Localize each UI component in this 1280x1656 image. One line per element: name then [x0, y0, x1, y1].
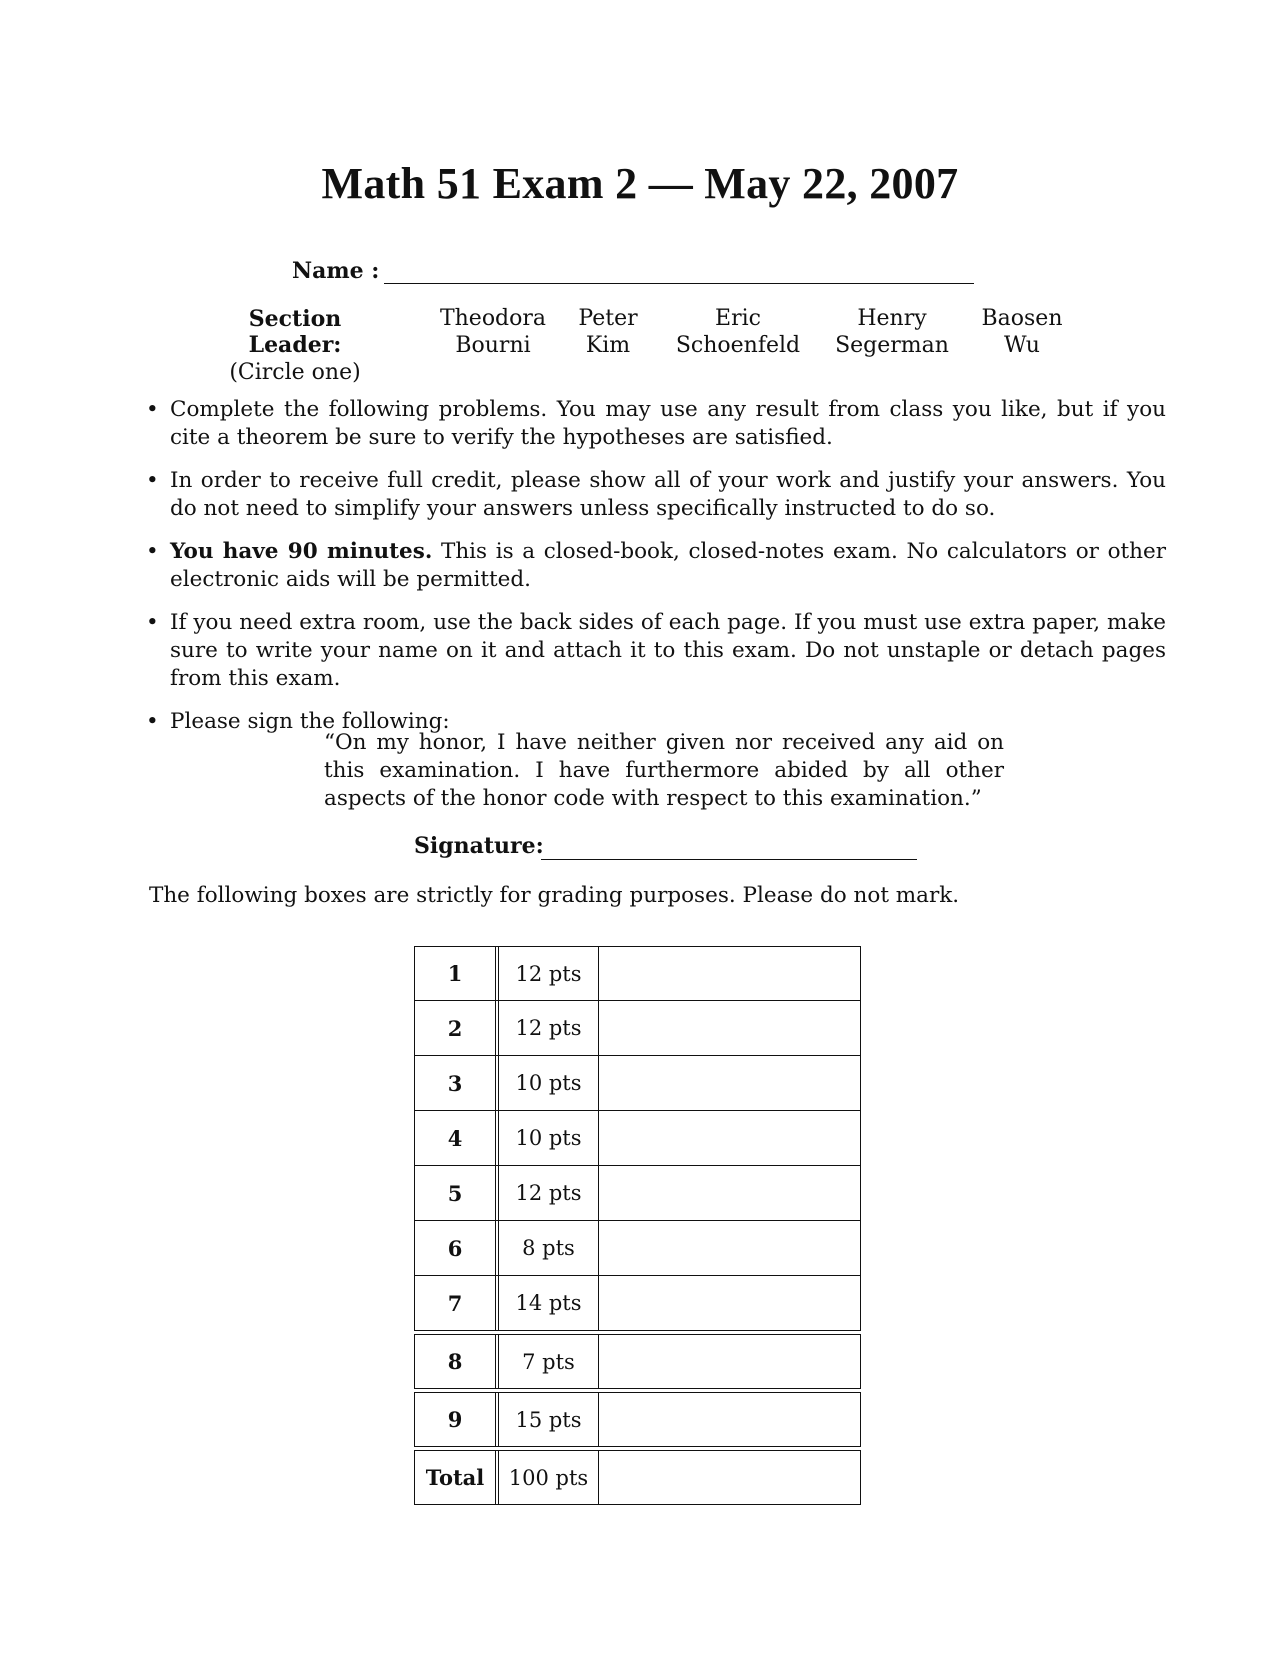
grading-table [414, 946, 861, 1505]
instruction-text: This is a closed-book, closed-notes exam. No calculators or other electronic aids will be permitted. [170, 539, 1166, 592]
score-box [599, 1221, 860, 1275]
instruction-bold-text: You have 90 minutes. [170, 539, 433, 564]
table-row [414, 1392, 861, 1447]
instruction-text: Please sign the following: [170, 709, 450, 734]
total-label: Total [415, 1451, 499, 1504]
problem-points: 12 pts [499, 947, 599, 1000]
name-label: Name : [292, 258, 380, 284]
leader-first-name: Henry [857, 306, 927, 331]
total-points: 100 pts [499, 1451, 599, 1504]
score-box [599, 1276, 860, 1330]
instruction-item [146, 467, 1166, 523]
signature-label: Signature: [414, 833, 544, 859]
section-leader-option [822, 306, 962, 358]
honor-pledge: “On my honor, I have neither given nor received any aid on this examination. I have furthermore abided by all other aspects of the honor code with respect to this examination.” [324, 730, 1004, 811]
leader-last-name: Wu [1004, 333, 1040, 358]
bullet-icon: • [146, 397, 159, 422]
section-leader-option [668, 306, 808, 358]
table-row [414, 1001, 861, 1056]
name-field-row [292, 258, 379, 284]
grading-note: The following boxes are strictly for grading purposes. Please do not mark. [149, 883, 960, 908]
table-row [414, 1111, 861, 1166]
problem-number: 8 [415, 1335, 499, 1388]
table-row [414, 1166, 861, 1221]
instruction-item [146, 396, 1166, 452]
instruction-item [146, 538, 1166, 594]
problem-points: 10 pts [499, 1111, 599, 1165]
instruction-text: If you need extra room, use the back sides of each page. If you must use extra paper, make sure to write your name on it and attach it to this exam. Do not unstaple or detach pages from this exam. [170, 610, 1166, 691]
table-row [414, 946, 861, 1001]
problem-points: 10 pts [499, 1056, 599, 1110]
section-leader-option [972, 306, 1072, 358]
table-row [414, 1221, 861, 1276]
score-box [599, 1001, 860, 1055]
problem-number: 1 [415, 947, 499, 1000]
table-row-total [414, 1450, 861, 1505]
leader-first-name: Peter [578, 306, 638, 331]
instruction-text: Complete the following problems. You may use any result from class you like, but if you cite a theorem be sure to verify the hypotheses are satisfied. [170, 397, 1166, 450]
page-title: Math 51 Exam 2 — May 22, 2007 [321, 159, 959, 208]
bullet-icon: • [146, 709, 159, 734]
problem-number: 7 [415, 1276, 499, 1330]
instruction-item [146, 609, 1166, 693]
problem-points: 15 pts [499, 1393, 599, 1446]
problem-number: 2 [415, 1001, 499, 1055]
score-box [599, 1393, 860, 1446]
signature-blank-line [541, 859, 917, 860]
name-blank-line [384, 283, 974, 284]
bullet-icon: • [146, 539, 159, 564]
section-leader-option [428, 306, 558, 358]
total-score-box [599, 1451, 860, 1504]
instruction-text: In order to receive full credit, please show all of your work and justify your answers. You do not need to simplify your answers unless specifically instructed to do so. [170, 468, 1166, 521]
problem-number: 5 [415, 1166, 499, 1220]
problem-points: 12 pts [499, 1001, 599, 1055]
table-row [414, 1056, 861, 1111]
section-leader-option [563, 306, 653, 358]
section-leader-hint: (Circle one) [229, 360, 361, 385]
problem-points: 8 pts [499, 1221, 599, 1275]
problem-number: 3 [415, 1056, 499, 1110]
table-row [414, 1276, 861, 1331]
leader-last-name: Schoenfeld [675, 333, 801, 358]
section-leader-title: Section Leader: [248, 306, 342, 358]
score-box [599, 1166, 860, 1220]
problem-points: 14 pts [499, 1276, 599, 1330]
problem-number: 6 [415, 1221, 499, 1275]
bullet-icon: • [146, 468, 159, 493]
bullet-icon: • [146, 610, 159, 635]
leader-first-name: Baosen [981, 306, 1063, 331]
leader-first-name: Theodora [439, 306, 547, 331]
table-row [414, 1334, 861, 1389]
score-box [599, 1335, 860, 1388]
leader-last-name: Segerman [835, 333, 949, 358]
problem-number: 4 [415, 1111, 499, 1165]
problem-points: 7 pts [499, 1335, 599, 1388]
leader-last-name: Kim [585, 333, 631, 358]
score-box [599, 1056, 860, 1110]
problem-points: 12 pts [499, 1166, 599, 1220]
section-leader-label [205, 306, 385, 385]
score-box [599, 1111, 860, 1165]
score-box [599, 947, 860, 1000]
problem-number: 9 [415, 1393, 499, 1446]
instructions-list [146, 396, 1166, 751]
leader-last-name: Bourni [455, 333, 531, 358]
leader-first-name: Eric [715, 306, 761, 331]
